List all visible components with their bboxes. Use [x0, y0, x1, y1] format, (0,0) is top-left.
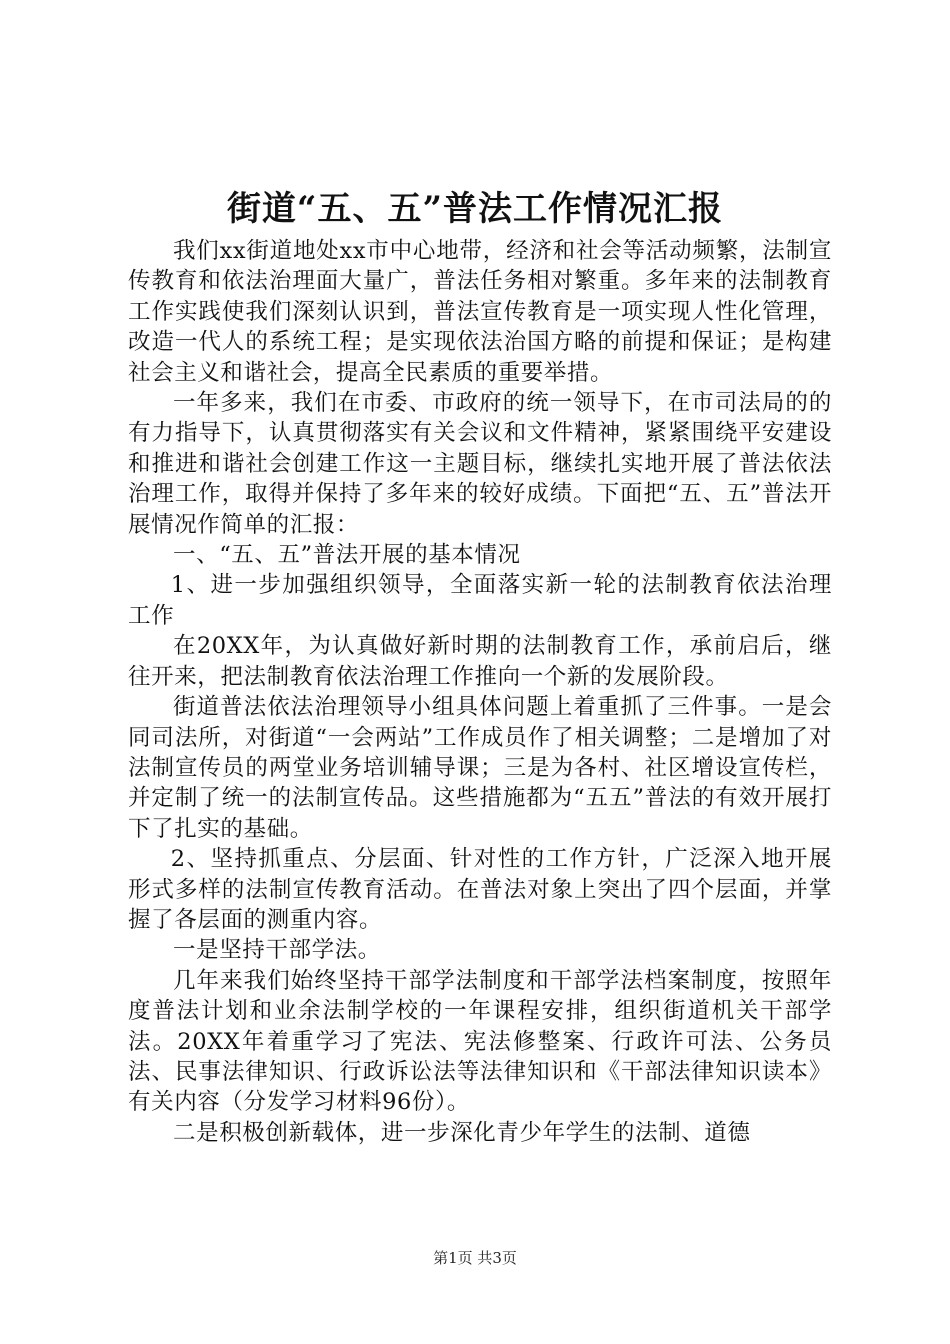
- subsection-heading-2: 2、坚持抓重点、分层面、针对性的工作方针，广泛深入地开展形式多样的法制宣传教育活动。在普法对象上突出了四个层面，并掌握了各层面的测重内容。: [128, 846, 832, 933]
- document-body: [128, 236, 832, 1148]
- document-title: 街道“五、五”普法工作情况汇报: [226, 189, 724, 229]
- paragraph-cadre-study-heading: 一是坚持干部学法。: [173, 937, 381, 964]
- paragraph-20xx: 在20XX年，为认真做好新时期的法制教育工作，承前启后，继往开来，把法制教育依法治理工作推向一个新的发展阶段。: [128, 633, 832, 690]
- paragraph-cadre-study: 几年来我们始终坚持干部学法制度和干部学法档案制度，按照年度普法计划和业余法制学校的一年课程安排，组织街道机关干部学法。20XX年着重学习了宪法、宪法修整案、行政许可法、公务员法、民事法律知识、行政诉讼法等法律知识和《干部法律知识读本》有关内容（分发学习材料96份）。: [128, 967, 832, 1116]
- paragraph-youth-education: 二是积极创新载体，进一步深化青少年学生的法制、道德: [173, 1119, 751, 1146]
- paragraph-leadership-group: 街道普法依法治理领导小组具体问题上着重抓了三件事。一是会同司法所，对街道“一会两站”工作成员作了相关调整；二是增加了对法制宣传员的两堂业务培训辅导课；三是为各村、社区增设宣传栏，并定制了统一的法制宣传品。这些措施都为“五五”普法的有效开展打下了扎实的基础。: [128, 694, 832, 842]
- page-number-footer: 第1页 共3页: [433, 1249, 517, 1267]
- section-heading-basic-situation: 一、“五、五”普法开展的基本情况: [173, 542, 521, 569]
- subsection-heading-1: 1、进一步加强组织领导，全面落实新一轮的法制教育依法治理工作: [128, 572, 832, 629]
- paragraph-intro: 我们xx街道地处xx市中心地带，经济和社会等活动频繁，法制宣传教育和依法治理面大量广，普法任务相对繁重。多年来的法制教育工作实践使我们深刻认识到，普法宣传教育是一项实现人性化管理，改造一代人的系统工程；是实现依法治国方略的前提和保证；是构建社会主义和谐社会，提高全民素质的重要举措。: [128, 238, 832, 386]
- paragraph-overview: 一年多来，我们在市委、市政府的统一领导下，在市司法局的的有力指导下，认真贯彻落实有关会议和文件精神，紧紧围绕平安建设和推进和谐社会创建工作这一主题目标，继续扎实地开展了普法依法治理工作，取得并保持了多年来的较好成绩。下面把“五、五”普法开展情况作简单的汇报：: [128, 390, 832, 538]
